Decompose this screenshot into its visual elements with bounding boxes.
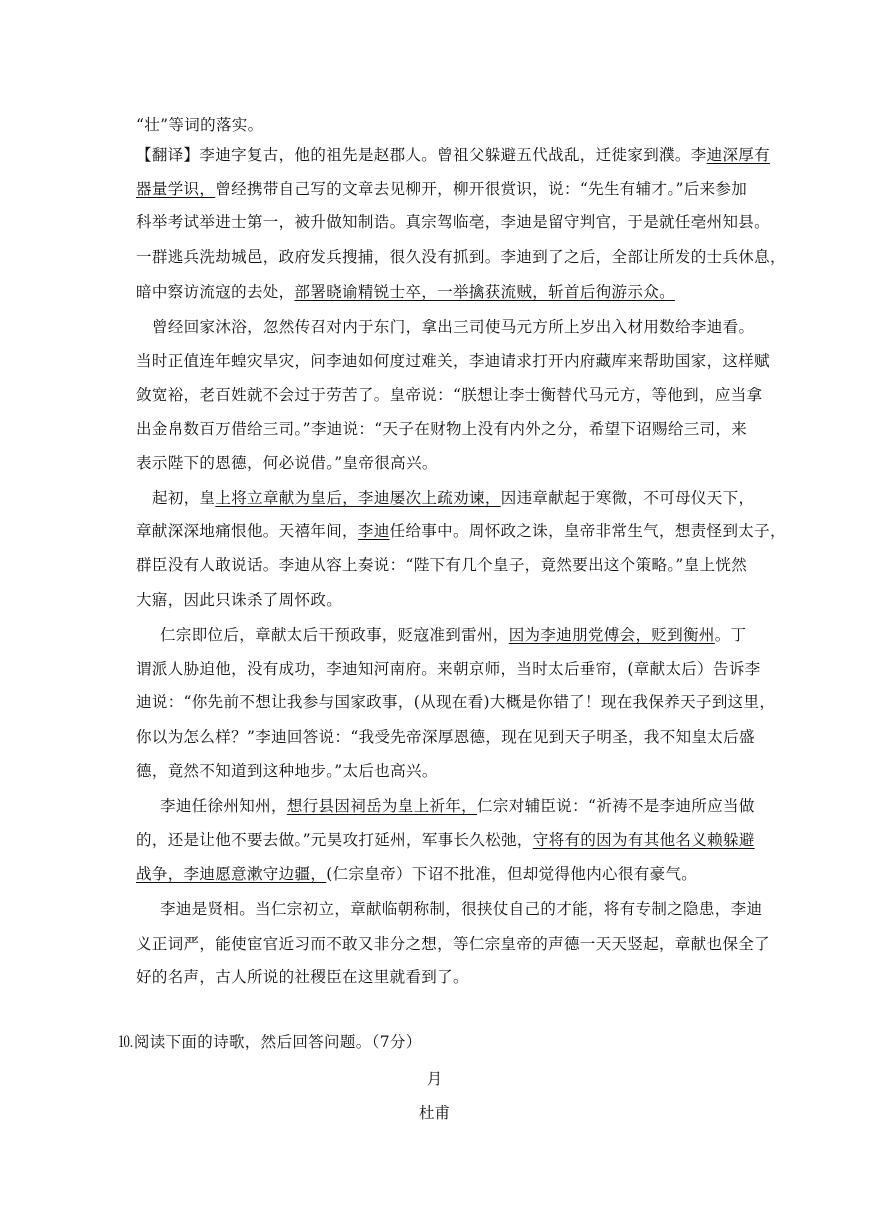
text-segment: 表示陛下的恩德，何必说借。”皇帝很高兴。 <box>136 454 438 472</box>
text-line <box>136 727 755 747</box>
text-line <box>152 317 755 337</box>
text-line <box>136 115 740 135</box>
underlined-phrase: 守将有的因为有其他名义赖躲避 <box>532 831 755 849</box>
underlined-phrase: 部署晓谕精锐士卒，一举擒获流贼，斩首后徇游示众。 <box>294 283 675 301</box>
text-segment: 科举考试举进士第一，被升做知制诰。真宗驾临亳，李迪是留守判官，于是就任亳州知县。 <box>136 213 771 231</box>
text-line <box>136 247 786 267</box>
text-line <box>160 625 747 645</box>
text-segment: 暗中察访流寇的去处， <box>136 283 295 301</box>
underlined-phrase: 上将立章献为皇后，李迪屡次上疏劝谏， <box>215 489 501 507</box>
underlined-phrase: 器量学识， <box>136 180 216 198</box>
poem-title <box>0 1069 869 1089</box>
text-line <box>136 761 740 781</box>
text-line <box>160 899 763 919</box>
poem-title-text: 月 <box>426 1070 443 1088</box>
text-segment: 群臣没有人敢说话。李迪从容上奏说：“陛下有几个皇子，竟然要出这个策略。”皇上恍然 <box>136 556 748 574</box>
text-line <box>136 385 763 405</box>
text-line <box>136 692 776 712</box>
text-segment: 起初，皇 <box>152 489 216 507</box>
question-heading <box>118 1032 722 1052</box>
text-segment: (仁宗皇帝）下诏不批准，但却觉得他内心很有豪气。 <box>326 865 698 883</box>
text-segment: 仁宗即位后，章献太后干预政事，贬寇准到雷州， <box>160 626 509 644</box>
text-line <box>136 419 748 439</box>
text-segment: 义正词严，能使宦官近习而不敢又非分之想，等仁宗皇帝的声德一天天竖起，章献也保全了 <box>136 935 771 953</box>
text-segment: 谓派人胁迫他，没有成功，李迪知河南府。来朝京师，当时太后垂帘，(章献太后）告诉李 <box>136 660 761 678</box>
underlined-phrase: 战争，李迪愿意漱守边疆， <box>136 865 327 883</box>
question-text: ⒑阅读下面的诗歌，然后回答问题。（7分） <box>118 1033 422 1051</box>
text-line <box>136 282 740 302</box>
text-line <box>136 521 786 541</box>
text-segment: 大寤，因此只诛杀了周怀政。 <box>136 591 343 609</box>
text-segment: 因违章献起于寒微，不可母仪天下， <box>500 489 755 507</box>
underlined-phrase: 李迪 <box>357 522 390 540</box>
text-segment: 敛宽裕，老百姓就不会过于劳苦了。皇帝说：“朕想让李士衡替代马元方，等他到，应当拿 <box>136 386 763 404</box>
text-line <box>160 796 755 816</box>
text-segment: 仁宗对辅臣说：“祈祷不是李迪所应当做 <box>477 797 755 815</box>
text-segment: 当时正值连年蝗灾旱灾，问李迪如何度过难关，李迪请求打开内府藏库来帮助国家，这样赋 <box>136 352 771 370</box>
text-line <box>136 212 771 232</box>
text-line <box>136 967 740 987</box>
text-line <box>136 934 771 954</box>
text-segment: 章献深深地痛恨他。天禧年间， <box>136 522 358 540</box>
text-line <box>136 453 740 473</box>
text-segment: 【翻译】李迪字复古，他的祖先是赵郡人。曾祖父躲避五代战乱，迁徙家到濮。李 <box>136 146 707 164</box>
text-line <box>136 864 740 884</box>
text-segment: 出金帛数百万借给三司。”李迪说：“天子在财物上没有内外之分，希望下诏赐给三司，来 <box>136 420 748 438</box>
text-segment: 的，还是让他不要去做。”元昊攻打延州，军事长久松弛， <box>136 831 533 849</box>
text-segment: “壮”等词的落实。 <box>136 116 264 134</box>
text-segment: 任给事中。周怀政之诛，皇帝非常生气，想责怪到太子， <box>389 522 786 540</box>
text-segment: 李迪任徐州知州， <box>160 797 287 815</box>
text-segment: 。丁 <box>714 626 747 644</box>
text-line <box>136 179 748 199</box>
text-line <box>136 145 771 165</box>
text-line <box>136 830 755 850</box>
text-line <box>152 488 755 508</box>
text-segment: 你以为怎么样？”李迪回答说：“我受先帝深厚恩德，现在见到天子明圣，我不知皇太后盛 <box>136 728 755 746</box>
text-segment: 李迪是贤相。当仁宗初立，章献临朝称制，很挟仗自己的才能，将有专制之隐患，李迪 <box>160 900 763 918</box>
underlined-phrase: 迪深厚有 <box>706 146 771 164</box>
text-line <box>136 351 771 371</box>
text-segment: 德，竟然不知道到这种地步。”太后也高兴。 <box>136 762 438 780</box>
underlined-phrase: 因为李迪朋党傅会，贬到衡州 <box>508 626 715 644</box>
poem-author-text: 杜甫 <box>418 1104 450 1122</box>
text-segment: 曾经携带自己写的文章去见柳开，柳开很赏识，说：“先生有辅才。”后来参加 <box>215 180 748 198</box>
underlined-phrase: 想行县因祠岳为皇上祈年， <box>286 797 478 815</box>
text-segment: 曾经回家沐浴，忽然传召对内于东门，拿出三司使马元方所上岁出入材用数给李迪看。 <box>152 318 755 336</box>
text-segment: 一群逃兵洗劫城邑，政府发兵搜捕，很久没有抓到。李迪到了之后，全部让所发的士兵休息， <box>136 248 786 266</box>
text-line <box>136 555 748 575</box>
text-line <box>136 590 740 610</box>
text-segment: 好的名声，古人所说的社稷臣在这里就看到了。 <box>136 968 469 986</box>
text-line <box>136 659 761 679</box>
poem-author <box>0 1103 869 1123</box>
text-segment: 迪说：“你先前不想让我参与国家政事，(从现在看)大概是你错了！现在我保养天子到这里， <box>136 693 776 711</box>
